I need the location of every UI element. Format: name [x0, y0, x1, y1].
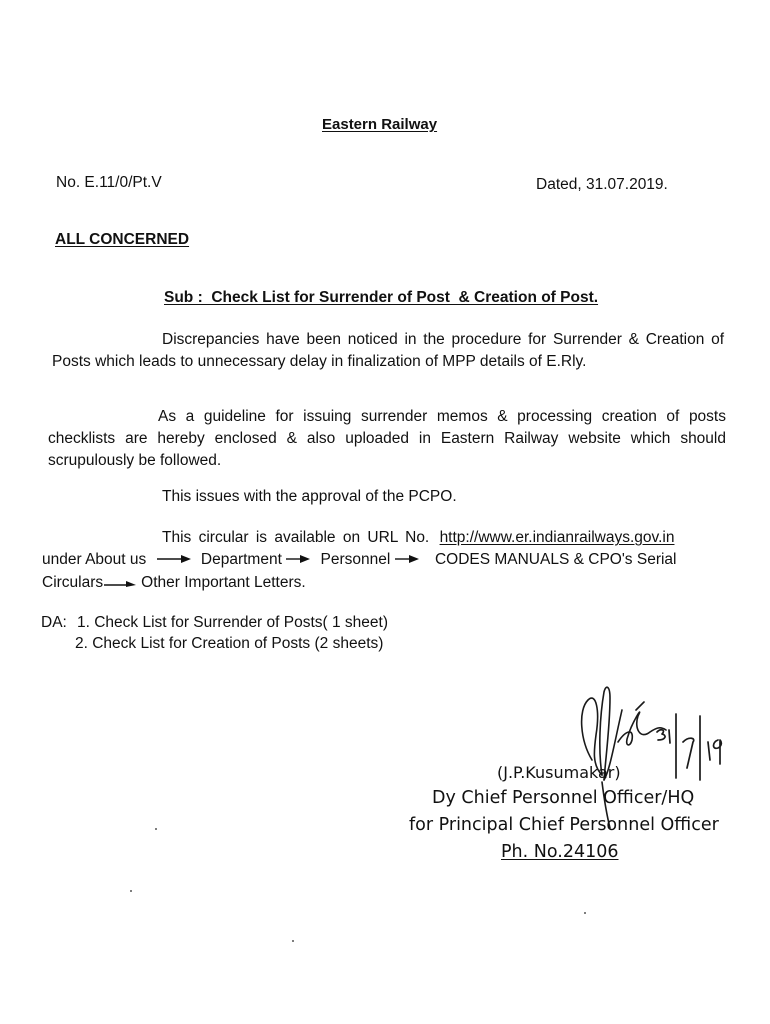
path-personnel: Personnel [320, 551, 391, 569]
signatory-on-behalf: for Principal Chief Personnel Officer [409, 815, 719, 835]
organization-title: Eastern Railway [322, 116, 438, 133]
paragraph-url-line [162, 529, 674, 547]
enclosure-item: 1. Check List for Surrender of Posts( 1 sheet) [77, 614, 388, 631]
paragraph-discrepancies: Discrepancies have been noticed in the procedure for Surrender & Creation of Posts which leads to unnecessary delay in finalization of MPP details of E.Rly. [52, 331, 724, 370]
path-about-us: under About us [42, 551, 147, 569]
navigation-path-line-1 [42, 551, 676, 569]
paragraph-guideline: As a guideline for issuing surrender memos & processing creation of posts checklists are hereby enclosed & also uploaded in Eastern Railway website which should scrupulously be followed. [48, 408, 726, 469]
path-department: Department [200, 551, 282, 569]
signatory-designation: Dy Chief Personnel Officer/HQ [432, 788, 695, 808]
letter-date: Dated, 31.07.2019. [536, 176, 668, 193]
paragraph-approval: This issues with the approval of the PCPO. [162, 488, 457, 505]
enclosure-item: 2. Check List for Creation of Posts (2 sheets) [75, 635, 384, 652]
right-arrow-icon [395, 551, 419, 569]
scan-speck [130, 890, 132, 892]
url-intro: This circular is available on URL No. [162, 529, 430, 546]
enclosures-label: DA: [41, 614, 67, 631]
handwritten-date-31 [657, 730, 670, 743]
right-arrow-icon [286, 551, 310, 569]
path-other-letters: Other Important Letters. [141, 574, 306, 592]
right-arrow-icon [157, 551, 191, 569]
right-arrow-icon [104, 574, 136, 592]
addressee: ALL CONCERNED [55, 231, 190, 248]
signatory-name: (J.P.Kusumakar) [497, 763, 621, 782]
path-codes-manuals: CODES MANUALS & CPO's Serial [434, 551, 677, 569]
scan-speck [584, 912, 586, 914]
signatory-phone: Ph. No.24106 [501, 842, 619, 862]
path-circulars: Circulars [42, 574, 104, 592]
navigation-path-line-2 [42, 574, 306, 592]
scan-speck [292, 940, 294, 942]
subject-line: Sub : Check List for Surrender of Post & Creation of Post. [164, 289, 599, 306]
reference-number: No. E.11/0/Pt.V [56, 174, 162, 191]
circular-url-link[interactable]: http://www.er.indianrailways.gov.in [439, 529, 675, 546]
scan-speck [155, 828, 157, 830]
